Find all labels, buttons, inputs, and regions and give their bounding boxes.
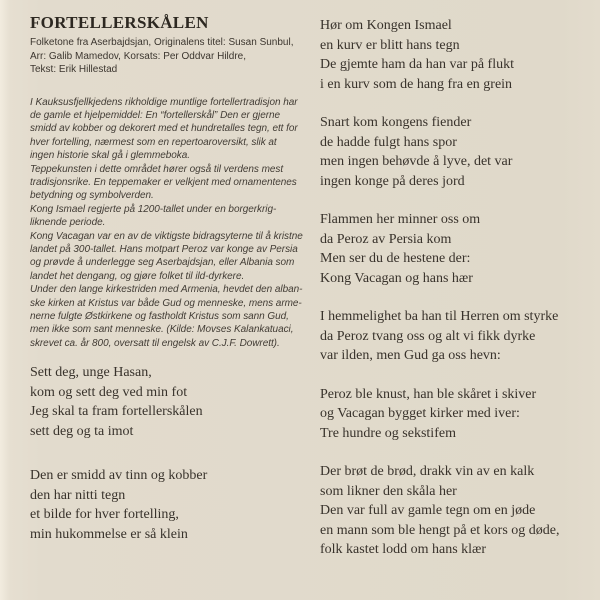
verse-right-6 bbox=[320, 462, 592, 560]
text-line: De gjemte ham da han var på flukt bbox=[320, 57, 514, 72]
text-line: folk kastet lodd om hans klær bbox=[320, 542, 487, 557]
text-line: liknende periode. bbox=[30, 217, 106, 229]
right-column bbox=[320, 16, 592, 579]
text-line: var ilden, men Gud ga oss hevn: bbox=[320, 348, 501, 363]
credits-block bbox=[30, 36, 320, 77]
verse-right-3 bbox=[320, 210, 592, 288]
verse-left-1 bbox=[30, 363, 320, 441]
text-line: Men ser du de hestene der: bbox=[320, 251, 471, 266]
text-line: landet het dengang, og gjøre folket til ild-dyrkere. bbox=[30, 270, 245, 282]
text-line: en mann som ble hengt på et kors og døde, bbox=[320, 522, 560, 538]
text-line: nerne fulgte Østkirkene og fastholdt Kristus som sann Gud, bbox=[30, 311, 289, 322]
text-line: de hadde fulgt hans spor bbox=[320, 134, 457, 150]
text-line: Den er smidd av tinn og kobber bbox=[30, 468, 208, 484]
text-line: I Kauksusfjellkjedens rikholdige muntlige fortellertradisjon har bbox=[30, 96, 298, 108]
verse-right-2 bbox=[320, 113, 592, 191]
text-line: Flammen her minner oss om bbox=[320, 212, 481, 227]
page-title: FORTELLERSKÅLEN bbox=[30, 13, 209, 32]
text-line: hver fortelling, nærmest som en repertoaroversikt, slik at bbox=[30, 136, 277, 148]
text-line: Snart kom kongens fiender bbox=[320, 115, 472, 130]
text-line: og Vacagan bygget kirker med iver: bbox=[320, 406, 520, 421]
text-line: landet på 300-tallet. Hans motpart Peroz var konge av Persia bbox=[30, 243, 298, 255]
text-line: Jeg skal ta fram fortellerskålen bbox=[30, 404, 203, 420]
left-column bbox=[30, 13, 320, 563]
text-line: da Peroz av Persia kom bbox=[320, 231, 452, 247]
text-line: men ingen behøvde å lyve, det var bbox=[320, 154, 513, 169]
text-line: den har nitti tegn bbox=[30, 487, 126, 503]
text-line: Arr: Galib Mamedov, Korsats: Per Oddvar Hildre, bbox=[30, 50, 246, 62]
verse-right-1 bbox=[320, 16, 592, 94]
text-line: ske kirken at Kristus var både Gud og menneske, mens arme- bbox=[30, 297, 302, 309]
verse-right-4 bbox=[320, 307, 592, 366]
text-line: men ikke som sant menneske. (Kilde: Movses Kalankatuaci, bbox=[30, 324, 294, 336]
text-line: Folketone fra Aserbajdsjan, Originalens titel: Susan Sunbul, bbox=[30, 37, 294, 48]
text-line: Der brøt de brød, drakk vin av en kalk bbox=[320, 464, 535, 479]
intro-paragraph bbox=[30, 96, 320, 351]
text-line: smidd av kobber og dekorert med et hundretalles tegn, ett for bbox=[30, 123, 298, 135]
text-line: min hukommelse er så klein bbox=[30, 526, 188, 542]
text-line: en kurv er blitt hans tegn bbox=[320, 37, 460, 53]
verse-right-5 bbox=[320, 385, 592, 444]
text-line: Sett deg, unge Hasan, bbox=[30, 365, 152, 381]
text-line: sett deg og ta imot bbox=[30, 423, 134, 439]
text-line: Tre hundre og sekstifem bbox=[320, 425, 456, 441]
text-line: da Peroz tvang oss og alt vi fikk dyrke bbox=[320, 328, 536, 344]
text-line: Hør om Kongen Ismael bbox=[320, 18, 452, 33]
text-line: kom og sett deg ved min fot bbox=[30, 384, 188, 400]
text-line: i en kurv som de hang fra en grein bbox=[320, 76, 513, 92]
text-line: betydning og symbolverden. bbox=[30, 190, 154, 202]
text-line: tradisjonsrike. En teppemaker er velkjent med ornamentenes bbox=[30, 176, 297, 188]
text-line: og prøvde å underlegge seg Aserbajdsjan, eller Albania som bbox=[30, 257, 295, 269]
text-line: Teppekunsten i dette området hører også til verdens mest bbox=[30, 163, 284, 175]
text-line: Tekst: Erik Hillestad bbox=[30, 64, 118, 75]
text-line: ingen konge på deres jord bbox=[320, 173, 465, 189]
text-line: ingen historie skal gå i glemmeboka. bbox=[30, 150, 190, 162]
text-line: skrevet ca. år 800, oversatt til engelsk av C.J.F. Dowrett). bbox=[30, 337, 280, 349]
text-line: Kong Vacagan og hans hær bbox=[320, 270, 473, 286]
text-line: Peroz ble knust, han ble skåret i skiver bbox=[320, 386, 537, 402]
text-line: de gamle et hjelpemiddel: En “fortellerskål” Den er gjerne bbox=[30, 109, 281, 121]
text-line: som likner den skåla her bbox=[320, 483, 457, 499]
text-line: I hemmelighet ba han til Herren om styrke bbox=[320, 309, 559, 324]
text-line: Kong Ismael regjerte på 1200-tallet under en borgerkrig- bbox=[30, 203, 277, 215]
verse-left-2 bbox=[30, 466, 320, 544]
text-line: et bilde for hver fortelling, bbox=[30, 507, 179, 523]
text-line: Den var full av gamle tegn om en jøde bbox=[320, 503, 536, 518]
text-line: Kong Vacagan var en av de viktigste bidragsyterne til å kristne bbox=[30, 230, 303, 242]
text-line: Under den lange kirkestriden med Armenia, hevdet den alban- bbox=[30, 284, 303, 296]
